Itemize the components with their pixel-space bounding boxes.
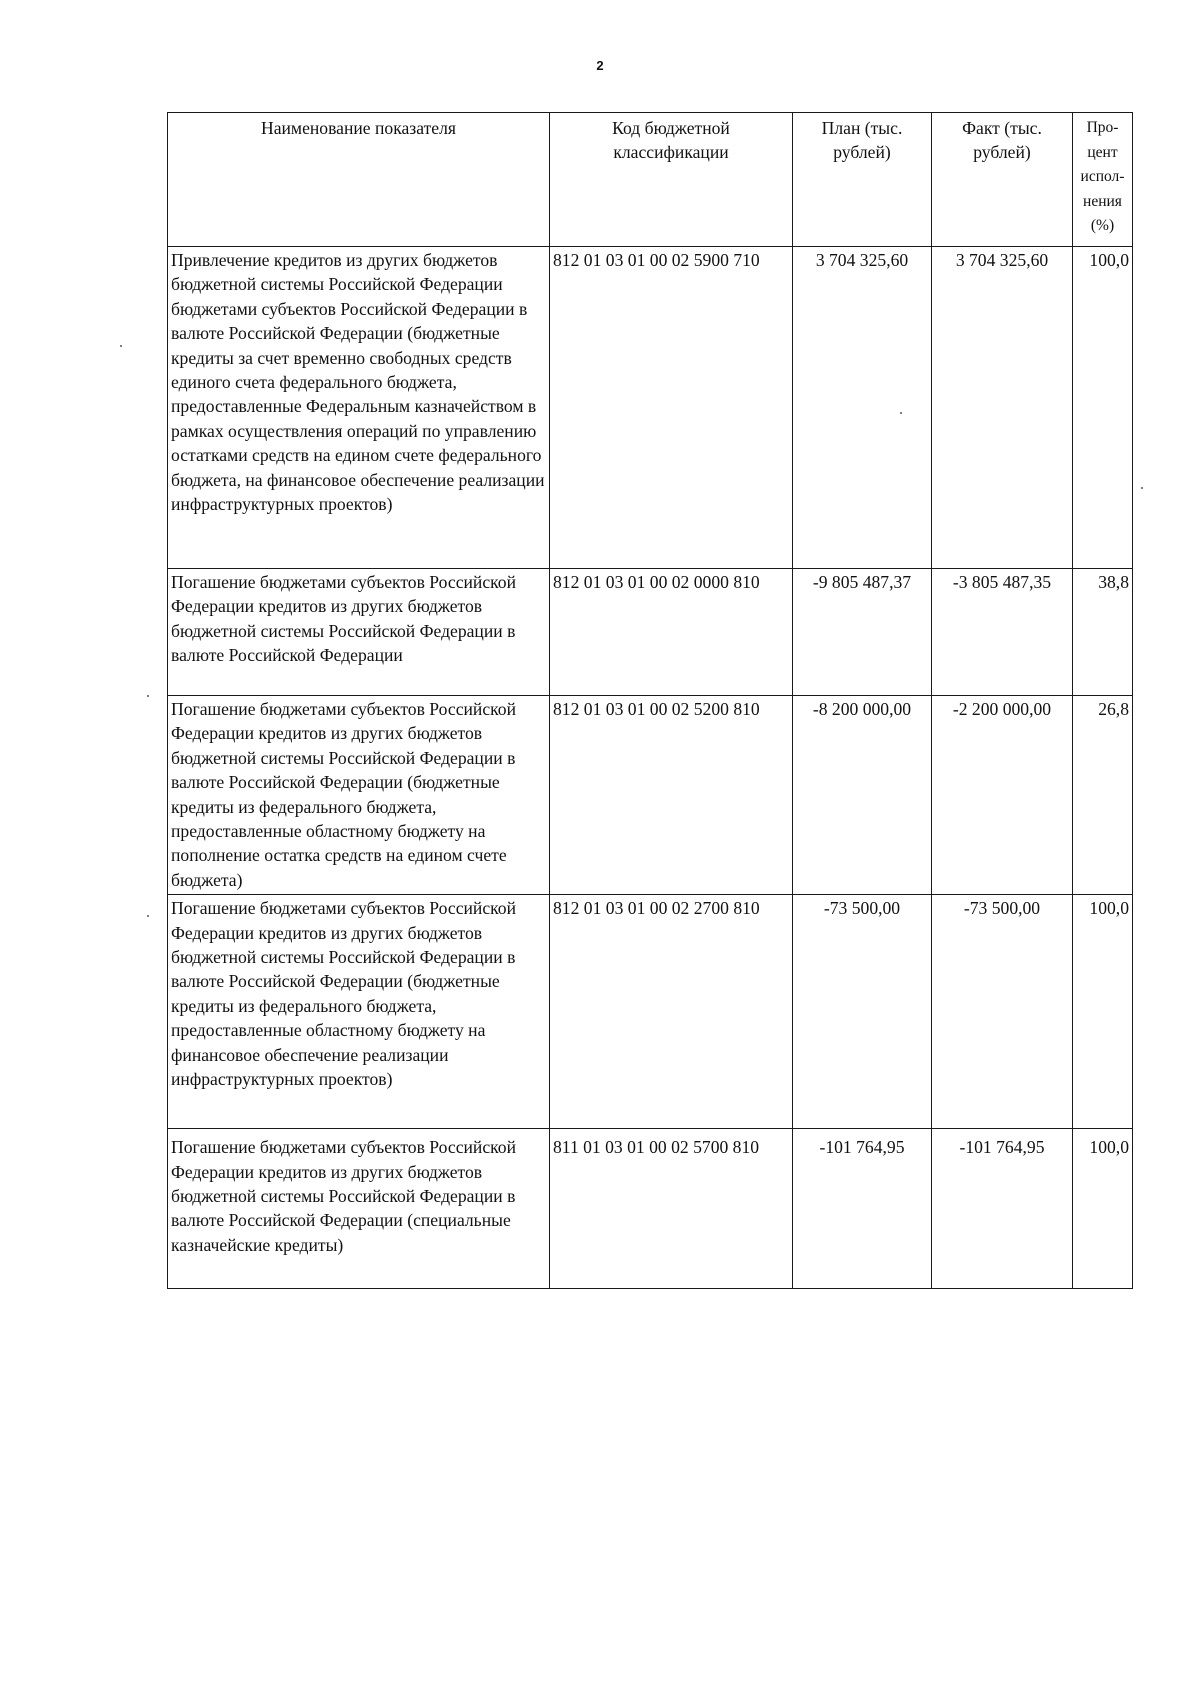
percent-value: 26,8 [1073, 696, 1133, 895]
indicator-name: Привлечение кредитов из других бюджетов бюджетной системы Российской Федерации бюджетами субъектов Российской Федерации в валюте Российской Федерации (бюджетные кредиты за счет временно свободных средств единого счета федерального бюджета, предоставленные Федеральным казначейством в рамках осуществления операций по управлению остатками средств на едином счете федерального бюджета, на финансовое обеспечение реализации инфраструктурных проектов) [168, 247, 550, 569]
fact-value: -101 764,95 [932, 1129, 1073, 1289]
plan-value: -73 500,00 [793, 895, 932, 1129]
plan-value: 3 704 325,60 [793, 247, 932, 569]
percent-value: 100,0 [1073, 1129, 1133, 1289]
header-name: Наименование показателя [168, 113, 550, 247]
indicator-name: Погашение бюджетами субъектов Российской Федерации кредитов из других бюджетов бюджетной системы Российской Федерации в валюте Российской Федерации (специальные казначейские кредиты) [168, 1129, 550, 1289]
percent-value: 38,8 [1073, 569, 1133, 696]
budget-table [167, 112, 1133, 1289]
indicator-name: Погашение бюджетами субъектов Российской Федерации кредитов из других бюджетов бюджетной системы Российской Федерации в валюте Российской Федерации (бюджетные кредиты из федерального бюджета, предоставленные областному бюджету на финансовое обеспечение реализации инфраструктурных проектов) [168, 895, 550, 1129]
scan-speck [147, 695, 149, 697]
budget-code: 812 01 03 01 00 02 5900 710 [550, 247, 793, 569]
fact-value: -3 805 487,35 [932, 569, 1073, 696]
scan-speck [120, 345, 122, 347]
header-fact: Факт (тыс. рублей) [932, 113, 1073, 247]
table-row [168, 895, 1133, 1129]
header-code: Код бюджетной классификации [550, 113, 793, 247]
percent-value: 100,0 [1073, 247, 1133, 569]
scan-speck [1141, 487, 1143, 489]
table-row [168, 1129, 1133, 1289]
percent-value: 100,0 [1073, 895, 1133, 1129]
budget-code: 812 01 03 01 00 02 2700 810 [550, 895, 793, 1129]
fact-value: -73 500,00 [932, 895, 1073, 1129]
scan-speck [147, 915, 149, 917]
indicator-name: Погашение бюджетами субъектов Российской Федерации кредитов из других бюджетов бюджетной системы Российской Федерации в валюте Российской Федерации [168, 569, 550, 696]
fact-value: 3 704 325,60 [932, 247, 1073, 569]
budget-code: 811 01 03 01 00 02 5700 810 [550, 1129, 793, 1289]
table-row [168, 569, 1133, 696]
table-header-row [168, 113, 1133, 247]
plan-value: -101 764,95 [793, 1129, 932, 1289]
indicator-name: Погашение бюджетами субъектов Российской Федерации кредитов из других бюджетов бюджетной системы Российской Федерации в валюте Российской Федерации (бюджетные кредиты из федерального бюджета, предоставленные областному бюджету на пополнение остатка средств на едином счете бюджета) [168, 696, 550, 895]
page-number: 2 [596, 58, 604, 73]
header-percent: Про-цент испол-нения (%) [1073, 113, 1133, 247]
fact-value: -2 200 000,00 [932, 696, 1073, 895]
header-plan: План (тыс. рублей) [793, 113, 932, 247]
budget-code: 812 01 03 01 00 02 5200 810 [550, 696, 793, 895]
plan-value: -8 200 000,00 [793, 696, 932, 895]
scan-speck [900, 412, 902, 414]
budget-code: 812 01 03 01 00 02 0000 810 [550, 569, 793, 696]
table-row [168, 696, 1133, 895]
plan-value: -9 805 487,37 [793, 569, 932, 696]
table-row [168, 247, 1133, 569]
